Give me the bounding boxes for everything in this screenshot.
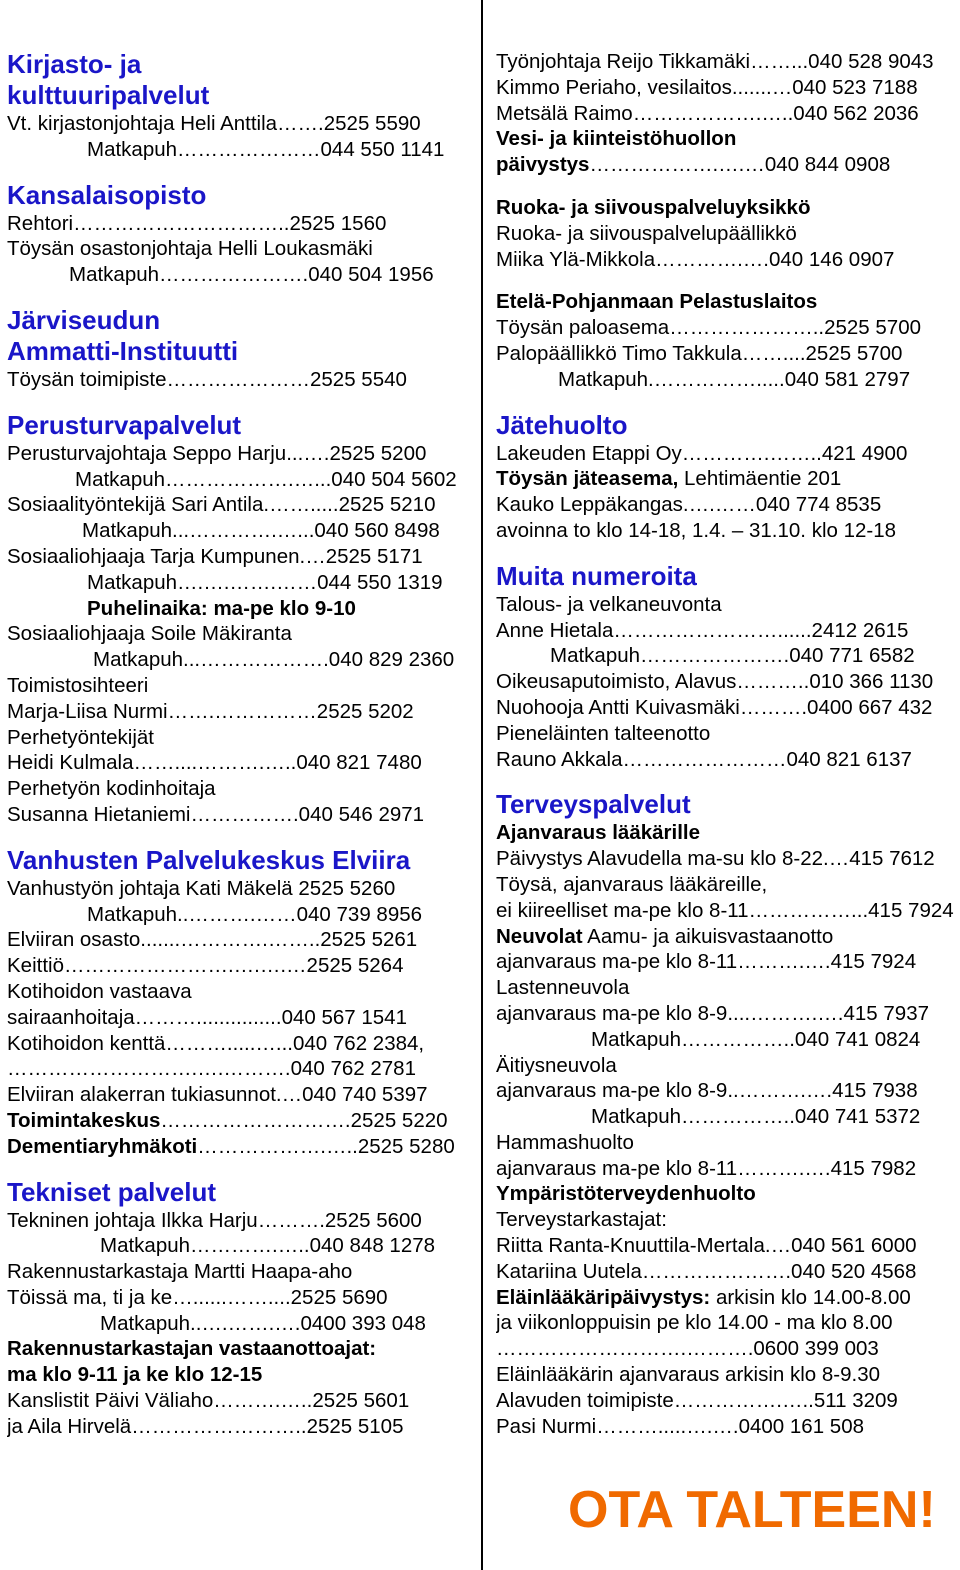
contact-line: Eläinlääkärin ajanvaraus arkisin klo 8-9.30	[496, 1363, 881, 1387]
contact-line: Matkapuh….….…….……044 550 1319	[87, 570, 443, 594]
contact-line: ……………………….……….0600 399 003	[496, 1337, 879, 1361]
right-column	[496, 49, 956, 1439]
section-spacer	[496, 178, 956, 195]
bold-label: ma klo 9-11 ja ke klo 12-15	[7, 1363, 263, 1387]
contact-line: Elviiran alakerran tukiasunnot.…040 740 5397	[7, 1083, 428, 1107]
contact-line: Metsälä Raimo……………….…..040 562 2036	[496, 101, 919, 125]
contact-line: Kimmo Periaho, vesilaitos.......…040 523 7188	[496, 75, 918, 99]
contact-line: Sosiaaliohjaaja Tarja Kumpunen.…2525 5171	[7, 544, 423, 568]
contact-line: Äitiysneuvola	[496, 1053, 617, 1077]
contact-line: ja viikonloppuisin pe klo 14.00 - ma klo 8.00	[496, 1311, 893, 1335]
contact-line: Pieneläinten talteenotto	[496, 721, 711, 745]
contact-line: Matkapuh…………………044 550 1141	[87, 137, 445, 161]
contact-line: Perhetyöntekijät	[7, 725, 155, 749]
contact-line: Matkapuh………………….040 771 6582	[550, 644, 915, 668]
contact-line: Kotihoidon kenttä……….....…...040 762 2384,	[7, 1031, 425, 1055]
contact-line: Toimistosihteeri	[7, 673, 149, 697]
contact-line: avoinna to klo 14-18, 1.4. – 31.10. klo 12-18	[496, 518, 897, 542]
contact-line: Talous- ja velkaneuvonta	[496, 592, 722, 616]
contact-line: ajanvaraus ma-pe klo 8-11……….….415 7924	[496, 950, 917, 974]
contact-line: Töysä, ajanvaraus lääkäreille,	[496, 872, 768, 896]
contact-line: Elviiran osasto.......………….……..2525 5261	[7, 928, 418, 952]
contact-line: Matkapuh..….…….….0400 393 048	[100, 1311, 426, 1335]
contact-line: Töissä ma, ti ja ke…......……....2525 5690	[7, 1285, 388, 1309]
contact-line: sairaanhoitaja………...............040 567 1541	[7, 1005, 407, 1029]
contact-line: Töysän paloasema…………………..2525 5700	[496, 316, 922, 340]
contact-line: Miika Ylä-Mikkola………….….040 146 0907	[496, 247, 895, 271]
section-spacer	[7, 1160, 469, 1177]
contact-line	[496, 466, 956, 492]
contact-line: Kanslistit Päivi Väliaho……….…..2525 5601	[7, 1389, 410, 1413]
section-heading: Järviseudun	[7, 304, 161, 335]
contact-line: ajanvaraus ma-pe klo 8-9..……….….415 7938	[496, 1079, 918, 1103]
contact-line: ei kiireelliset ma-pe klo 8-11……………...415 7924	[496, 898, 954, 922]
contact-line: Matkapuh……………..040 741 0824	[591, 1027, 921, 1051]
contact-line: Terveystarkastajat:	[496, 1208, 667, 1232]
section-heading: Vanhusten Palvelukeskus Elviira	[7, 844, 411, 875]
section-heading: Perusturvapalvelut	[7, 409, 242, 440]
contact-line: Hammashuolto	[496, 1130, 634, 1154]
contact-line: Perhetyön kodinhoitaja	[7, 777, 216, 801]
contact-line: Sosiaaliohjaaja Soile Mäkiranta	[7, 622, 292, 646]
line-rest: arkisin klo 14.00-8.00	[710, 1285, 911, 1309]
section-heading: kulttuuripalvelut	[7, 80, 210, 110]
contact-line: ajanvaraus ma-pe klo 8-11……….….415 7982	[496, 1156, 917, 1180]
column-divider	[481, 0, 483, 1570]
line-rest: ……………….….…040 844 0908	[589, 153, 891, 177]
contact-line: Katariina Uutela………………….040 520 4568	[496, 1259, 917, 1283]
bold-prefix: Neuvolat	[496, 924, 583, 948]
contact-line: Lastenneuvola	[496, 976, 630, 1000]
contact-line: Töysän toimipiste…………………2525 5540	[7, 367, 407, 391]
contact-line: Matkapuh..……….……040 739 8956	[87, 902, 423, 926]
section-spacer	[7, 828, 469, 845]
contact-line: Oikeusaputoimisto, Alavus………..010 366 1130	[496, 670, 934, 694]
contact-line: Työnjohtaja Reijo Tikkamäki……...040 528 9043	[496, 50, 934, 73]
section-spacer	[496, 272, 956, 289]
contact-line: Ruoka- ja siivouspalvelupäällikkö	[496, 221, 797, 245]
contact-line: Matkapuh………….…..040 848 1278	[100, 1234, 436, 1258]
contact-line: Perusturvajohtaja Seppo Harju...….2525 5200	[7, 441, 427, 465]
contact-line: Matkapuh………………….040 504 1956	[69, 263, 434, 287]
contact-line: Susanna Hietaniemi…………….040 546 2971	[7, 802, 425, 826]
contact-line	[7, 1108, 469, 1134]
contact-line: Marja-Liisa Nurmi…….……………2525 5202	[7, 699, 414, 723]
ota-talteen-callout: OTA TALTEEN!	[568, 1481, 936, 1539]
bold-prefix: päivystys	[496, 153, 590, 177]
contact-line	[496, 1285, 956, 1311]
contact-line: Rehtori…………………………..2525 1560	[7, 211, 387, 235]
section-spacer	[496, 544, 956, 561]
contact-line: Matkapuh……………….…...040 504 5602	[75, 467, 457, 491]
section-heading: Jätehuolto	[496, 409, 628, 440]
left-column	[7, 49, 469, 1440]
contact-line: ajanvaraus ma-pe klo 8-9....……….….415 7937	[496, 1001, 929, 1025]
contact-line: Pasi Nurmi……….....….….0400 161 508	[496, 1414, 865, 1438]
line-rest: ……………………….2525 5220	[160, 1108, 448, 1132]
bold-prefix: Dementiaryhmäkoti	[7, 1134, 198, 1158]
contact-line: ……………………….….……….040 762 2781	[7, 1057, 416, 1081]
contact-line: Vanhustyön johtaja Kati Mäkelä 2525 5260	[7, 876, 396, 900]
section-heading: Terveyspalvelut	[496, 789, 691, 820]
bold-label: Puhelinaika: ma-pe klo 9-10	[87, 596, 356, 620]
line-rest: Aamu- ja aikuisvastaanotto	[582, 924, 834, 948]
contact-line: Nuohooja Antti Kuivasmäki……….0400 667 432	[496, 695, 933, 719]
contact-line: Kauko Leppäkangas.….……040 774 8535	[496, 493, 882, 517]
contact-line: Sosiaalityöntekijä Sari Antila.…….....2525 5210	[7, 493, 436, 517]
contact-line: Vt. kirjastonjohtaja Heli Anttila…….2525 5590	[7, 112, 421, 135]
contact-line: Anne Hietala……………………......2412 2615	[496, 618, 909, 642]
contact-line: ja Aila Hirvelä……………………..2525 5105	[7, 1414, 404, 1438]
contact-line: Heidi Kulmala……....……….…..040 821 7480	[7, 751, 422, 775]
section-spacer	[7, 163, 469, 180]
contact-line: Alavuden toimipiste…………….…..511 3209	[496, 1388, 898, 1412]
contact-line: Riitta Ranta-Knuuttila-Mertala.…040 561 6000	[496, 1234, 917, 1258]
section-spacer	[496, 393, 956, 410]
contact-line	[496, 924, 956, 950]
bold-prefix: Eläinlääkäripäivystys:	[496, 1285, 711, 1309]
contact-line: Matkapuh...……………….040 829 2360	[93, 648, 455, 672]
contact-line	[496, 152, 956, 178]
section-spacer	[7, 393, 469, 410]
contact-line: Palopäällikkö Timo Takkula……....2525 5700	[496, 341, 903, 365]
section-heading: Kansalaisopisto	[7, 179, 207, 210]
bold-label: Vesi- ja kiinteistöhuollon	[496, 127, 737, 151]
contact-line: Matkapuh……………..040 741 5372	[591, 1105, 921, 1129]
section-spacer	[496, 772, 956, 789]
contact-line: Rakennustarkastaja Martti Haapa-aho	[7, 1260, 353, 1284]
bold-label: Ympäristöterveydenhuolto	[496, 1182, 756, 1206]
contact-line: Kotihoidon vastaava	[7, 979, 192, 1003]
contact-line: Matkapuh...………….…...040 560 8498	[82, 519, 440, 543]
bold-prefix: Toimintakeskus	[7, 1108, 161, 1132]
contact-line: Keittiö…………………….….….…2525 5264	[7, 954, 404, 978]
contact-line: Lakeuden Etappi Oy………….……..421 4900	[496, 441, 908, 465]
bold-label: Etelä-Pohjanmaan Pelastuslaitos	[496, 290, 818, 314]
section-spacer	[7, 288, 469, 305]
contact-line: Päivystys Alavudella ma-su klo 8-22.…415 7612	[496, 847, 935, 871]
bold-prefix: Töysän jäteasema,	[496, 467, 679, 491]
contact-line: Tekninen johtaja Ilkka Harju……….2525 5600	[7, 1208, 422, 1232]
section-heading: Tekniset palvelut	[7, 1176, 217, 1207]
line-rest: ……………….…..2525 5280	[197, 1134, 455, 1158]
contact-line: Rauno Akkala……………………040 821 6137	[496, 747, 912, 771]
bold-label: Rakennustarkastajan vastaanottoajat:	[7, 1337, 377, 1361]
bold-label: Ajanvaraus lääkärille	[496, 821, 700, 845]
section-heading: Muita numeroita	[496, 560, 697, 591]
line-rest: Lehtimäentie 201	[678, 467, 842, 491]
contact-line	[7, 1134, 469, 1160]
section-heading: Kirjasto- ja	[7, 49, 142, 79]
bold-label: Ruoka- ja siivouspalveluyksikkö	[496, 195, 811, 219]
section-heading: Ammatti-Instituutti	[7, 335, 239, 366]
contact-line: Matkapuh.…………….....040 581 2797	[558, 367, 911, 391]
contact-line: Töysän osastonjohtaja Helli Loukasmäki	[7, 237, 373, 261]
